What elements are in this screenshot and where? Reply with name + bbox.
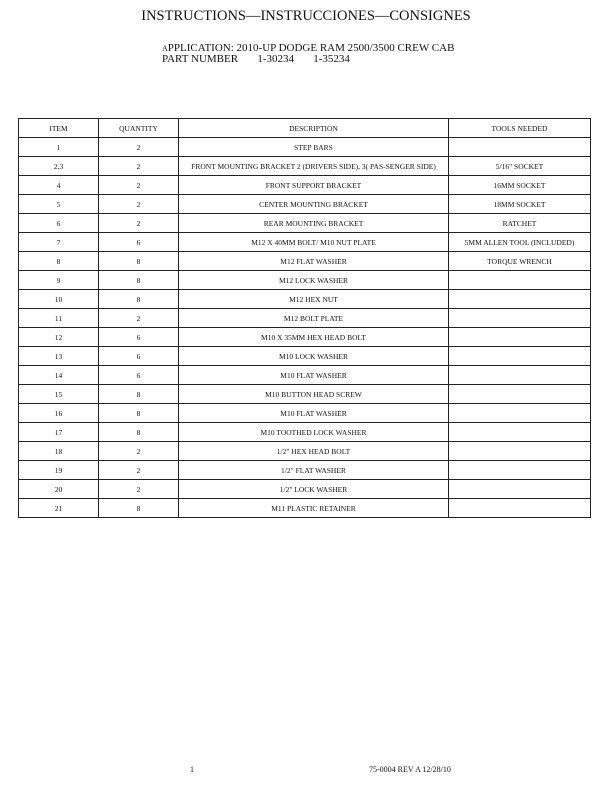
tools-cell (449, 271, 591, 290)
description-cell: FRONT MOUNTING BRACKET 2 (DRIVERS SIDE), 3( PAS-SENGER SIDE) (179, 157, 449, 176)
description-cell: M10 X 35MM HEX HEAD BOLT (179, 328, 449, 347)
tools-cell: 5MM ALLEN TOOL (INCLUDED) (449, 233, 591, 252)
table-row (19, 138, 591, 157)
tools-cell (449, 423, 591, 442)
part-number-label: PART NUMBER (162, 53, 239, 65)
part-number: 1-30234 (257, 53, 294, 65)
table-row (19, 176, 591, 195)
quantity-cell: 2 (99, 480, 179, 499)
parts-table (18, 118, 591, 518)
table-row (19, 442, 591, 461)
tools-cell (449, 499, 591, 518)
application-text: PPLICATION: 2010-UP DODGE RAM 2500/3500 CREW CAB (167, 42, 455, 54)
description-cell: REAR MOUNTING BRACKET (179, 214, 449, 233)
tools-cell (449, 385, 591, 404)
description-cell: 1/2" LOCK WASHER (179, 480, 449, 499)
item-cell: 18 (19, 442, 99, 461)
header-item: ITEM (19, 119, 99, 138)
table-row (19, 385, 591, 404)
table-header-row (19, 119, 591, 138)
tools-cell (449, 290, 591, 309)
quantity-cell: 2 (99, 195, 179, 214)
quantity-cell: 8 (99, 499, 179, 518)
header-tools: TOOLS NEEDED (449, 119, 591, 138)
quantity-cell: 2 (99, 442, 179, 461)
description-cell: M11 PLASTIC RETAINER (179, 499, 449, 518)
item-cell: 20 (19, 480, 99, 499)
item-cell: 6 (19, 214, 99, 233)
quantity-cell: 8 (99, 404, 179, 423)
item-cell: 11 (19, 309, 99, 328)
tools-cell (449, 138, 591, 157)
tools-cell: TORQUE WRENCH (449, 252, 591, 271)
tools-cell (449, 404, 591, 423)
quantity-cell: 6 (99, 233, 179, 252)
quantity-cell: 8 (99, 423, 179, 442)
item-cell: 4 (19, 176, 99, 195)
tools-cell: 5/16" SOCKET (449, 157, 591, 176)
item-cell: 12 (19, 328, 99, 347)
table-row (19, 290, 591, 309)
item-cell: 10 (19, 290, 99, 309)
quantity-cell: 2 (99, 461, 179, 480)
tools-cell (449, 442, 591, 461)
quantity-cell: 2 (99, 214, 179, 233)
page-number: 1 (190, 765, 194, 774)
header-quantity: QUANTITY (99, 119, 179, 138)
tools-cell (449, 480, 591, 499)
table-row (19, 271, 591, 290)
description-cell: CENTER MOUNTING BRACKET (179, 195, 449, 214)
quantity-cell: 8 (99, 290, 179, 309)
description-cell: M10 FLAT WASHER (179, 366, 449, 385)
application-prefix: A (162, 44, 168, 53)
quantity-cell: 6 (99, 347, 179, 366)
table-row (19, 309, 591, 328)
item-cell: 16 (19, 404, 99, 423)
item-cell: 21 (19, 499, 99, 518)
item-cell: 9 (19, 271, 99, 290)
part-number-line (162, 54, 350, 65)
table-row (19, 404, 591, 423)
item-cell: 14 (19, 366, 99, 385)
quantity-cell: 2 (99, 157, 179, 176)
description-cell: M10 BUTTON HEAD SCREW (179, 385, 449, 404)
description-cell: 1/2" FLAT WASHER (179, 461, 449, 480)
table-row (19, 480, 591, 499)
table-row (19, 214, 591, 233)
description-cell: M10 TOOTHED LOCK WASHER (179, 423, 449, 442)
tools-cell: RATCHET (449, 214, 591, 233)
description-cell: M12 BOLT PLATE (179, 309, 449, 328)
description-cell: M12 X 40MM BOLT/ M10 NUT PLATE (179, 233, 449, 252)
tools-cell (449, 328, 591, 347)
table-row (19, 461, 591, 480)
table-row (19, 157, 591, 176)
table-row (19, 195, 591, 214)
table-row (19, 347, 591, 366)
tools-cell: 16MM SOCKET (449, 176, 591, 195)
quantity-cell: 8 (99, 385, 179, 404)
description-cell: FRONT SUPPORT BRACKET (179, 176, 449, 195)
description-cell: M12 LOCK WASHER (179, 271, 449, 290)
quantity-cell: 8 (99, 271, 179, 290)
item-cell: 13 (19, 347, 99, 366)
item-cell: 2,3 (19, 157, 99, 176)
item-cell: 1 (19, 138, 99, 157)
quantity-cell: 2 (99, 138, 179, 157)
table-row (19, 366, 591, 385)
quantity-cell: 2 (99, 176, 179, 195)
table-row (19, 328, 591, 347)
description-cell: M12 FLAT WASHER (179, 252, 449, 271)
description-cell: STEP BARS (179, 138, 449, 157)
tools-cell: 18MM SOCKET (449, 195, 591, 214)
header-description: DESCRIPTION (179, 119, 449, 138)
table-row (19, 252, 591, 271)
item-cell: 8 (19, 252, 99, 271)
description-cell: M10 FLAT WASHER (179, 404, 449, 423)
item-cell: 5 (19, 195, 99, 214)
item-cell: 19 (19, 461, 99, 480)
quantity-cell: 2 (99, 309, 179, 328)
item-cell: 7 (19, 233, 99, 252)
quantity-cell: 8 (99, 252, 179, 271)
table-row (19, 499, 591, 518)
description-cell: M10 LOCK WASHER (179, 347, 449, 366)
quantity-cell: 6 (99, 328, 179, 347)
table-row (19, 233, 591, 252)
quantity-cell: 6 (99, 366, 179, 385)
document-reference: 75-0004 REV A 12/28/10 (369, 765, 451, 774)
description-cell: M12 HEX NUT (179, 290, 449, 309)
page-title: INSTRUCTIONS—INSTRUCCIONES—CONSIGNES (141, 8, 471, 24)
tools-cell (449, 366, 591, 385)
description-cell: 1/2" HEX HEAD BOLT (179, 442, 449, 461)
item-cell: 17 (19, 423, 99, 442)
table-row (19, 423, 591, 442)
part-number: 1-35234 (313, 53, 350, 65)
tools-cell (449, 309, 591, 328)
tools-cell (449, 347, 591, 366)
tools-cell (449, 461, 591, 480)
item-cell: 15 (19, 385, 99, 404)
